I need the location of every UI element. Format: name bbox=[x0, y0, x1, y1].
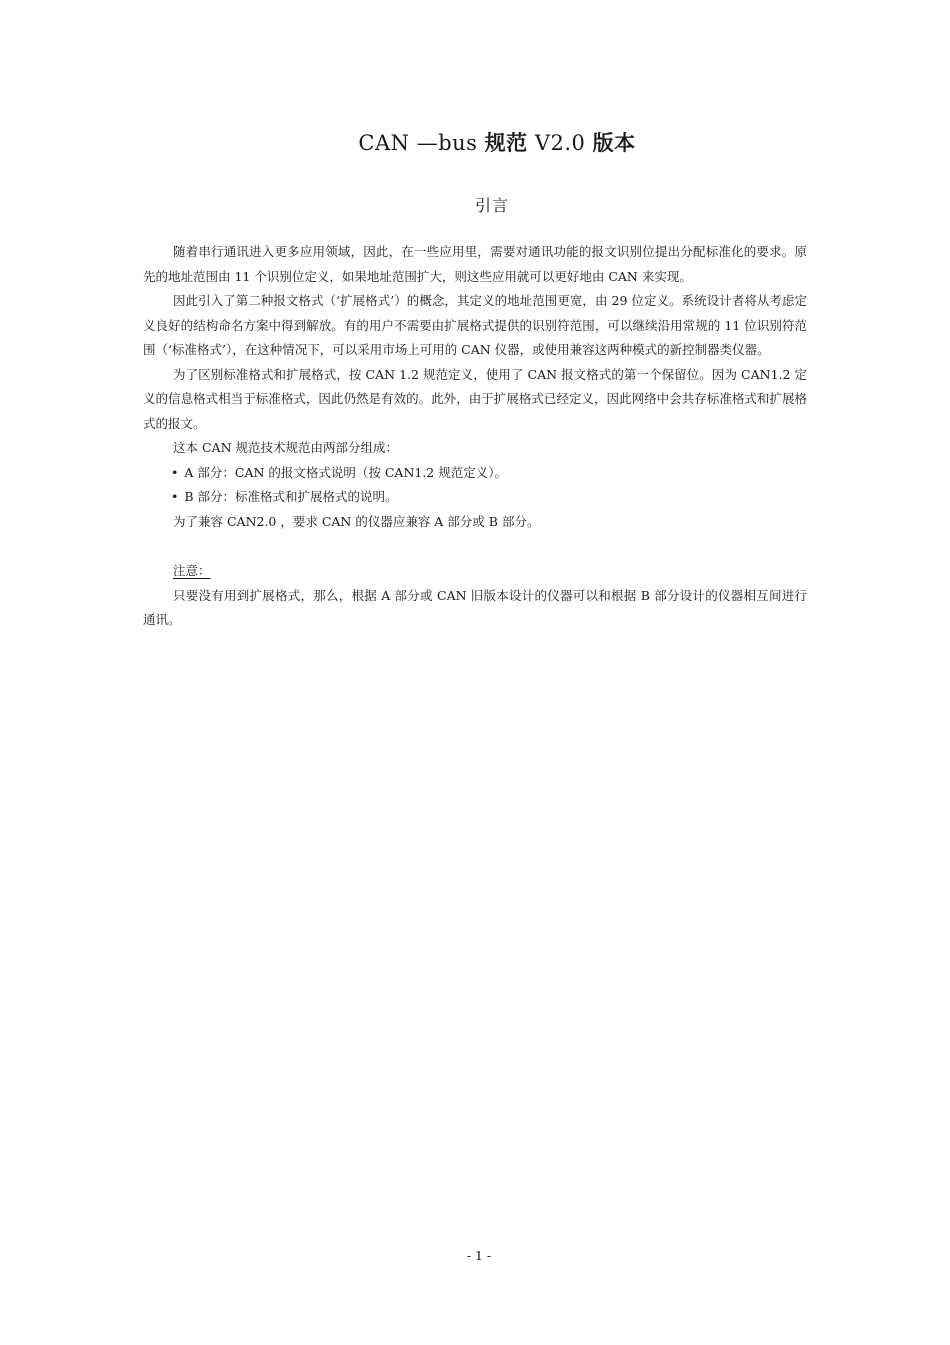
bullet-icon: • bbox=[171, 489, 179, 504]
bullet-icon: • bbox=[171, 464, 179, 480]
compatibility-line: 为了兼容 CAN2.0 ，要求 CAN 的仪器应兼容 A 部分或 B 部分。 bbox=[173, 513, 540, 529]
paragraph-1: 随着串行通讯进入更多应用领域，因此，在一些应用里，需要对通讯功能的报文识别位提出分配标准化的要求。原先的地址范围由 11 个识别位定义，如果地址范围扩大，则这些应用就可以更好地由 CAN 来实现。 bbox=[143, 244, 807, 284]
paragraph-4: 这本 CAN 规范技术规范由两部分组成： bbox=[173, 440, 398, 455]
document-title bbox=[0, 127, 950, 157]
bullet-item-a bbox=[143, 461, 807, 486]
bullet-item-b bbox=[143, 485, 807, 510]
title-latin: CAN —bus bbox=[358, 131, 485, 155]
page-number: - 1 - bbox=[466, 1248, 492, 1263]
bullet-text-b: B 部分：标准格式和扩展格式的说明。 bbox=[184, 489, 398, 504]
document-body bbox=[143, 240, 807, 633]
title-version: V2.0 bbox=[534, 131, 586, 155]
note-label-text: 注意： bbox=[173, 563, 211, 578]
title-cjk-edition: 版本 bbox=[592, 130, 636, 155]
paragraph-3: 为了区别标准格式和扩展格式，按 CAN 1.2 规范定义，使用了 CAN 报文格式的第一个保留位。因为 CAN1.2 定义的信息格式相当于标准格式，因此仍然是有效的。此外，由于扩展格式已经定义，因此网络中会共存标准格式和扩展格式的报文。 bbox=[143, 366, 807, 431]
note-label bbox=[143, 559, 807, 584]
title-cjk-spec: 规范 bbox=[484, 130, 528, 155]
paragraph-2: 因此引入了第二种报文格式（‘扩展格式’）的概念，其定义的地址范围更宽，由 29 位定义。系统设计者将从考虑定义良好的结构命名方案中得到解放。有的用户不需要由扩展格式提供的识别符范围，可以继续沿用常规的 11 位识别符范围（‘标准格式’），在这种情况下，可以采用市场上可用的 CAN 仪器，或使用兼容这两种模式的新控制器类仪器。 bbox=[143, 293, 807, 357]
section-heading-introduction: 引言 bbox=[474, 196, 509, 215]
bullet-text-a: A 部分：CAN 的报文格式说明（按 CAN1.2 规范定义）。 bbox=[184, 464, 507, 480]
note-text: 只要没有用到扩展格式，那么，根据 A 部分或 CAN 旧版本设计的仪器可以和根据 B 部分设计的仪器相互间进行通讯。 bbox=[143, 587, 807, 627]
